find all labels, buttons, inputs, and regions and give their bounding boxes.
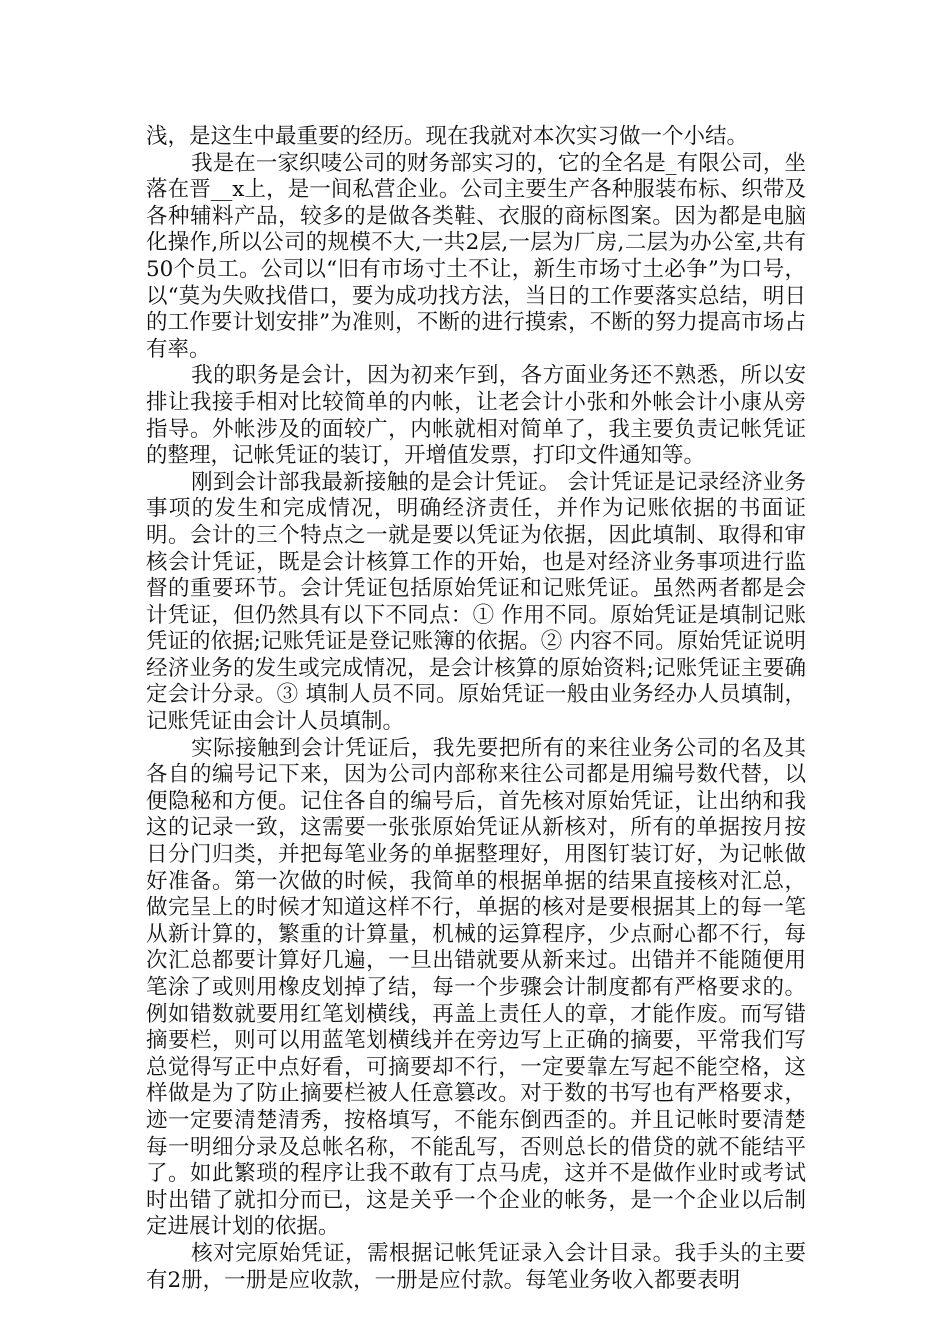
- paragraph-2: 我是在一家织唛公司的财务部实习的，它的全名是_有限公司，坐落在晋__x上，是一间私营企业。公司主要生产各种服装布标、织带及各种辅料产品，较多的是做各类鞋、衣服的商标图案。因为都是电脑化操作,所以公司的规模不大,一共2层,一层为厂房,二层为办公室,共有50个员工。公司以“旧有市场寸土不让，新生市场寸土必争”为口号，以“莫为失败找借口，要为成功找方法，当日的工作要落实总结，明日的工作要计划安排”为准则，不断的进行摸索，不断的努力提高市场占有率。: [146, 150, 806, 362]
- paragraph-3: 我的职务是会计，因为初来乍到，各方面业务还不熟悉，所以安排让我接手相对比较简单的内帐，让老会计小张和外帐会计小康从旁指导。外帐涉及的面较广，内帐就相对简单了，我主要负责记帐凭证的整理，记帐凭证的装订，开增值发票，打印文件通知等。: [146, 363, 806, 469]
- paragraph-5: 实际接触到会计凭证后，我先要把所有的来往业务公司的名及其各自的编号记下来，因为公司内部称来往公司都是用编号数代替，以便隐秘和方便。记住各自的编号后，首先核对原始凭证，让出纳和我这的记录一致，这需要一张张原始凭证从新核对，所有的单据按月按日分门归类，并把每笔业务的单据整理好，用图钉装订好，为记帐做好准备。第一次做的时候，我简单的根据单据的结果直接核对汇总，做完呈上的时候才知道这样不行，单据的核对是要根据其上的每一笔从新计算的，繁重的计算量，机械的运算程序，少点耐心都不行，每次汇总都要计算好几遍，一旦出错就要从新来过。出错并不能随便用笔涂了或则用橡皮划掉了结，每一个步骤会计制度都有严格要求的。例如错数就要用红笔划横线，再盖上责任人的章，才能作废。而写错摘要栏，则可以用蓝笔划横线并在旁边写上正确的摘要，平常我们写总觉得写正中点好看，可摘要却不行，一定要靠左写起不能空格，这样做是为了防止摘要栏被人任意篡改。对于数的书写也有严格要求，迹一定要清楚清秀，按格填写，不能东倒西歪的。并且记帐时要清楚每一明细分录及总帐名称，不能乱写，否则总长的借贷的就不能结平了。如此繁琐的程序让我不敢有丁点马虎，这并不是做作业时或考试时出错了就扣分而已，这是关乎一个企业的帐务，是一个企业以后制定进展计划的依据。: [146, 735, 806, 1240]
- paragraph-6: 核对完原始凭证，需根据记帐凭证录入会计目录。我手头的主要有2册，一册是应收款，一册是应付款。每笔业务收入都要表明: [146, 1240, 806, 1293]
- paragraph-4: 刚到会计部我最新接触的是会计凭证。 会计凭证是记录经济业务事项的发生和完成情况，明确经济责任，并作为记账依据的书面证明。会计的三个特点之一就是要以凭证为依据，因此填制、取得和审核会计凭证，既是会计核算工作的开始，也是对经济业务事项进行监督的重要环节。会计凭证包括原始凭证和记账凭证。虽然两者都是会计凭证，但仍然具有以下不同点：① 作用不同。原始凭证是填制记账凭证的依据;记账凭证是登记账簿的依据。② 内容不同。原始凭证说明经济业务的发生或完成情况，是会计核算的原始资料;记账凭证主要确定会计分录。③ 填制人员不同。原始凭证一般由业务经办人员填制，记账凭证由会计人员填制。: [146, 469, 806, 735]
- paragraph-1: 浅，是这生中最重要的经历。现在我就对本次实习做一个小结。: [146, 124, 749, 149]
- document-body: [146, 124, 806, 1294]
